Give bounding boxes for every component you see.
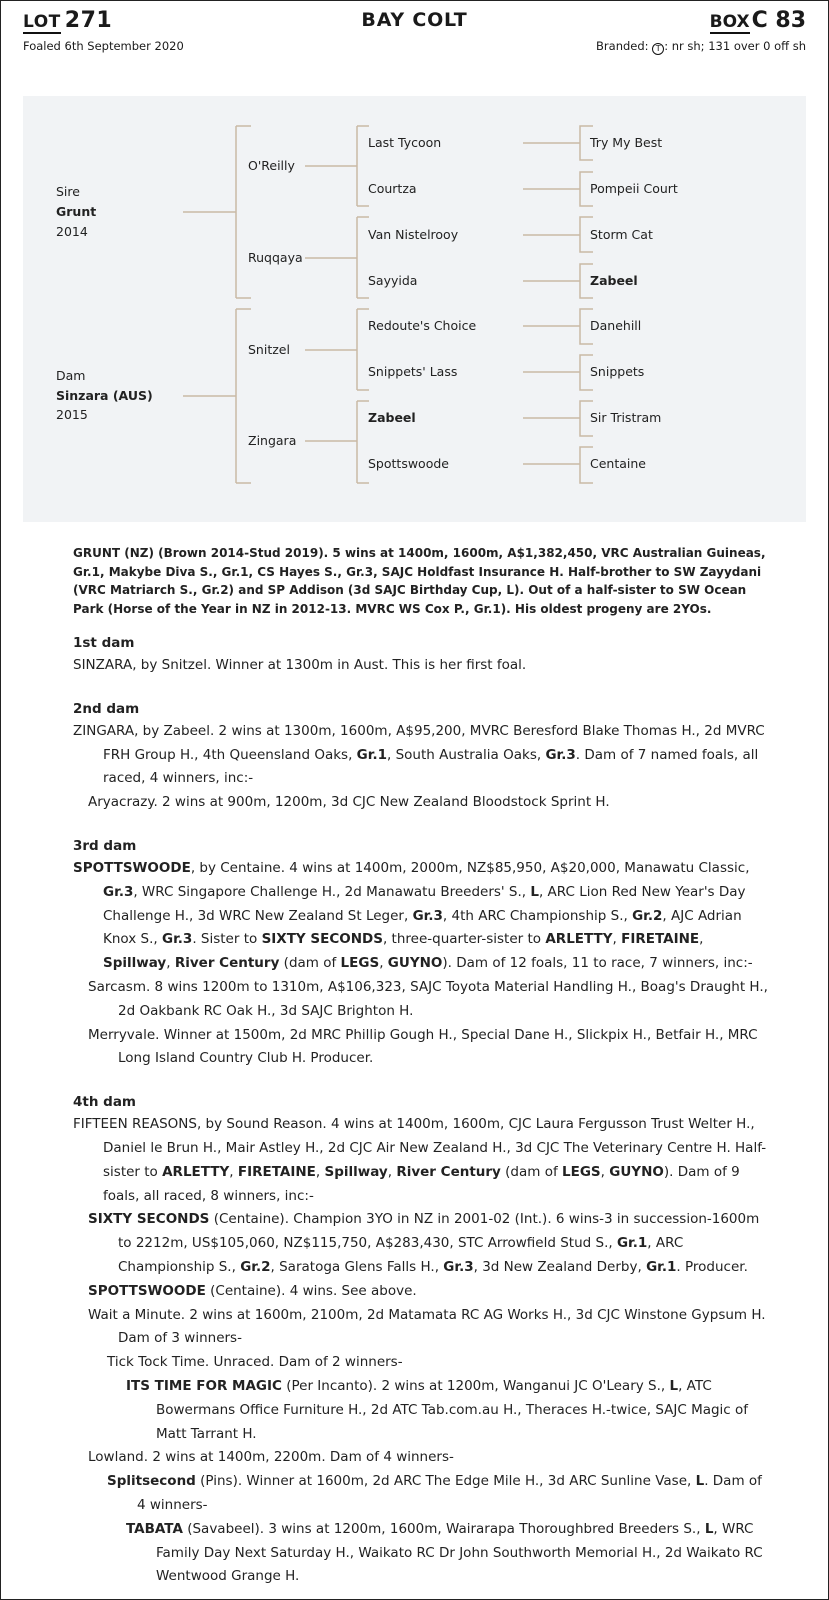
progeny-entry: Merryvale. Winner at 1500m, 2d MRC Phillip Gough H., Special Dane H., Slickpix H., Betfair H., MRC Long Island Country Club H. Producer.: [88, 1026, 758, 1067]
gen2-dam-dam: Zingara: [248, 433, 297, 448]
gen3-ancestor: Van Nistelrooy: [368, 227, 459, 242]
section-heading-3rd-dam: 3rd dam: [73, 837, 137, 854]
gen3-ancestor: Zabeel: [368, 410, 416, 425]
progeny-entry: Sarcasm. 8 wins 1200m to 1310m, A$106,323, SAJC Toyota Material Handling H., Boag's Draught H., 2d Oakbank RC Oak H., 3d SAJC Brighton H.: [88, 978, 768, 1019]
progeny-entry: Lowland. 2 wins at 1400m, 2200m. Dam of 4 winners-: [88, 1449, 454, 1466]
dam-name: Sinzara (AUS): [56, 388, 153, 403]
section-heading-2nd-dam: 2nd dam: [73, 700, 140, 717]
progeny-entry: SIXTY SECONDS (Centaine). Champion 3YO in NZ in 2001-02 (Int.). 6 wins-3 in succession-1600m to 2212m, US$105,060, NZ$115,750, A$283,430, STC Arrowfield Stud S., Gr.1, ARC Championship S., Gr.2, Saratoga Glens Falls H., Gr.3, 3d New Zealand Derby, Gr.1. Producer.: [88, 1211, 760, 1275]
dam-year: 2015: [56, 407, 88, 422]
dam4-paragraph: FIFTEEN REASONS, by Sound Reason. 4 wins at 1400m, 1600m, CJC Laura Fergusson Trust Welter H., Daniel le Brun H., Mair Astley H., 2d CJC Air New Zealand H., 3d CJC The Veterinary Centre H. Half-sister to ARLETTY, FIRETAINE, Spillway, River Century (dam of LEGS, GUYNO). Dam of 9 foals, all raced, 8 winners, inc:-: [73, 1116, 767, 1204]
gen2-dam-sire: Snitzel: [248, 342, 290, 357]
progeny-entry: Wait a Minute. 2 wins at 1600m, 2100m, 2d Matamata RC AG Works H., 3d CJC Winstone Gypsum H. Dam of 3 winners-: [88, 1306, 766, 1347]
dam1-paragraph: SINZARA, by Snitzel. Winner at 1300m in Aust. This is her first foal.: [73, 657, 527, 673]
gen3-ancestor: Redoute's Choice: [368, 318, 477, 333]
dam-role-label: Dam: [56, 368, 86, 383]
progeny-entry: TABATA (Savabeel). 3 wins at 1200m, 1600m, Wairarapa Thoroughbred Breeders S., L, WRC Family Day Next Saturday H., Waikato RC Dr John Southworth Memorial H., 2d Waikato RC Wentwood Grange H.: [126, 1520, 763, 1585]
progeny-entry: Aryacrazy. 2 wins at 900m, 1200m, 3d CJC New Zealand Bloodstock Sprint H.: [88, 794, 610, 811]
gen4-ancestor: Pompeii Court: [590, 181, 678, 196]
gen3-ancestor: Snippets' Lass: [368, 364, 458, 379]
lot-number: LOT 271: [23, 8, 113, 33]
box-number: BOXC 83: [709, 8, 806, 33]
gen3-ancestor: Last Tycoon: [368, 135, 442, 150]
gen2-sire-sire: O'Reilly: [248, 158, 295, 173]
gen4-ancestor: Storm Cat: [590, 227, 653, 242]
section-heading-1st-dam: 1st dam: [73, 635, 135, 651]
progeny-entry: Splitsecond (Pins). Winner at 1600m, 2d ARC The Edge Mile H., 3d ARC Sunline Vase, L. Dam of 4 winners-: [107, 1473, 762, 1513]
gen4-ancestor: Snippets: [590, 364, 645, 379]
brand-mark-icon: T: [652, 43, 664, 55]
catalogue-text: [73, 544, 773, 1589]
foaled-date: Foaled 6th September 2020: [23, 39, 184, 53]
gen2-sire-dam: Ruqqaya: [248, 250, 303, 265]
page-title: BAY COLT: [361, 9, 468, 31]
progeny-entry: SPOTTSWOODE (Centaine). 4 wins. See above.: [88, 1282, 417, 1299]
pedigree-chart: [23, 96, 806, 522]
gen3-ancestor: Courtza: [368, 181, 417, 196]
progeny-entry: ITS TIME FOR MAGIC (Per Incanto). 2 wins at 1200m, Wanganui JC O'Leary S., L, ATC Bowermans Office Furniture H., 2d ATC Tab.com.au H., Theraces H.-twice, SAJC Magic of Matt Tarrant H.: [126, 1377, 749, 1442]
section-heading-4th-dam: 4th dam: [73, 1094, 136, 1111]
sire-summary: GRUNT (NZ) (Brown 2014-Stud 2019). 5 wins at 1400m, 1600m, A$1,382,450, VRC Australian Guineas, Gr.1, Makybe Diva S., Gr.1, CS Hayes S., Gr.3, SAJC Holdfast Insurance H. Half-brother to SW Zayydani (VRC Matriarch S., Gr.2) and SP Addison (3d SAJC Birthday Cup, L). Out of a half-sister to SW Ocean Park (Horse of the Year in NZ in 2012-13. MVRC WS Cox P., Gr.1). His oldest progeny are 2YOs.: [73, 546, 766, 616]
gen4-ancestor: Try My Best: [590, 135, 663, 150]
progeny-entry: Tick Tock Time. Unraced. Dam of 2 winners-: [107, 1354, 403, 1371]
dam2-paragraph: ZINGARA, by Zabeel. 2 wins at 1300m, 1600m, A$95,200, MVRC Beresford Blake Thomas H., 2d MVRC FRH Group H., 4th Queensland Oaks, Gr.1, South Australia Oaks, Gr.3. Dam of 7 named foals, all raced, 4 winners, inc:-: [73, 722, 765, 787]
gen3-ancestor: Sayyida: [368, 273, 418, 288]
sire-role-label: Sire: [56, 184, 80, 199]
gen3-ancestor: Spottswoode: [368, 456, 449, 471]
sire-year: 2014: [56, 224, 88, 239]
gen4-ancestor: Sir Tristram: [590, 410, 662, 425]
gen4-ancestor: Zabeel: [590, 273, 638, 288]
gen4-ancestor: Centaine: [590, 456, 646, 471]
branded-info: Branded: T : nr sh; 131 over 0 off sh: [596, 39, 806, 53]
dam3-paragraph: SPOTTSWOODE, by Centaine. 4 wins at 1400m, 2000m, NZ$85,950, A$20,000, Manawatu Classic, Gr.3, WRC Singapore Challenge H., 2d Manawatu Breeders' S., L, ARC Lion Red New Year's Day Challenge H., 3d WRC New Zealand St Leger, Gr.3, 4th ARC Championship S., Gr.2, AJC Adrian Knox S., Gr.3. Sister to SIXTY SECONDS, three-quarter-sister to ARLETTY, FIRETAINE, Spillway, River Century (dam of LEGS, GUYNO). Dam of 12 foals, 11 to race, 7 winners, inc:-: [73, 859, 753, 972]
gen4-ancestor: Danehill: [590, 318, 642, 333]
sire-name: Grunt: [56, 204, 97, 219]
